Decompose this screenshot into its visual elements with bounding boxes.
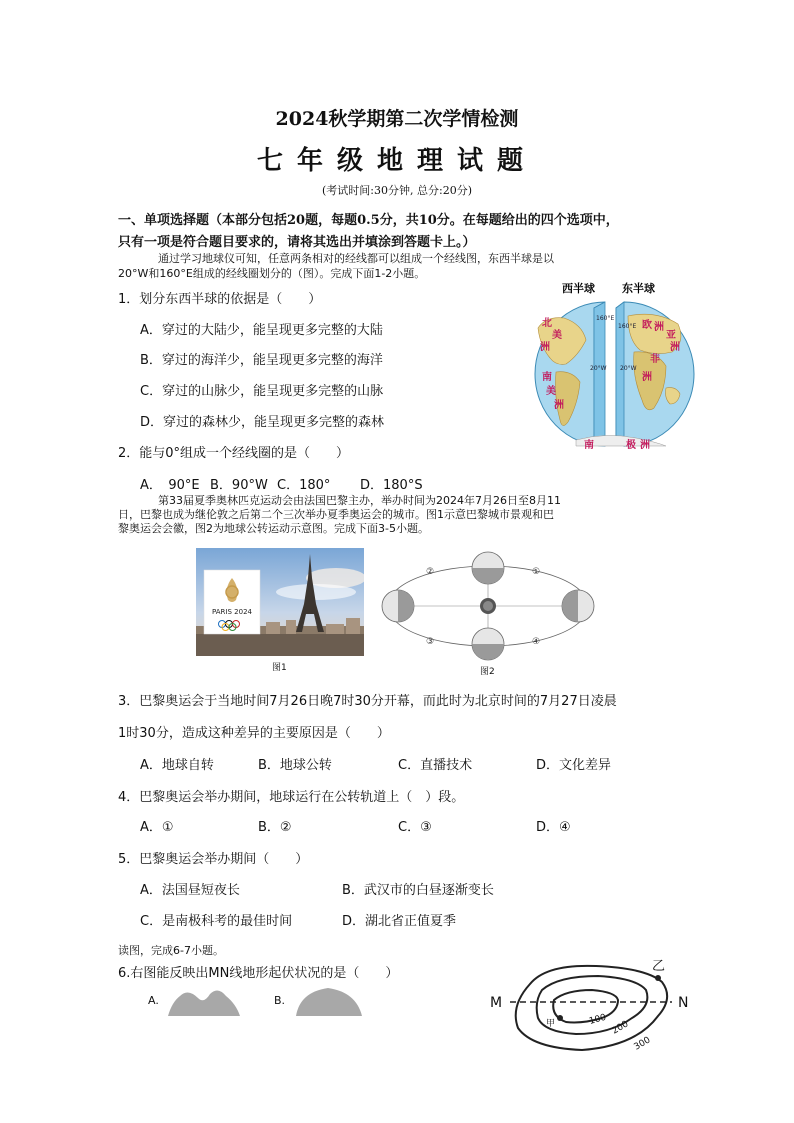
intro-line2: 20°W和160°E组成的经线圈划分的（图）。完成下面1-2小题。: [118, 267, 426, 280]
subject-title: 七年级地理试题: [256, 146, 537, 176]
question-5-option-c: C．是南极科考的最佳时间: [140, 914, 293, 929]
svg-text:160°E: 160°E: [618, 323, 637, 330]
label-100: 100: [588, 1012, 608, 1027]
position-4-label: ④: [532, 637, 541, 647]
point-jia: [557, 1015, 563, 1021]
section-heading-line2: 只有一项是符合题目要求的，请将其选出并填涂到答题卡上。）: [118, 235, 476, 250]
svg-text:南: 南: [584, 440, 594, 451]
question-5-option-b: B．武汉市的白昼逐渐变长: [342, 883, 494, 898]
svg-text:洲: 洲: [640, 440, 650, 451]
question-6-option-a-label: A.: [148, 994, 159, 1007]
question-6-7-intro: 读图，完成6-7小题。: [118, 944, 224, 957]
svg-text:洲: 洲: [670, 342, 680, 353]
figure-1-caption: 图1: [272, 663, 287, 673]
position-3-label: ③: [426, 637, 435, 647]
svg-text:北: 北: [542, 318, 552, 329]
question-6-option-b-profile: [294, 984, 364, 1016]
question-5-stem: 5．巴黎奥运会举办期间（ ）: [118, 852, 309, 867]
question-6-option-b-label: B.: [274, 994, 286, 1007]
svg-text:亚: 亚: [666, 330, 676, 341]
contour-map: [486, 954, 694, 1058]
svg-text:极: 极: [626, 440, 636, 451]
svg-text:20°W: 20°W: [620, 365, 637, 372]
svg-text:20°W: 20°W: [590, 365, 607, 372]
question-2-option-c: C．180°: [277, 478, 331, 493]
hemisphere-map: [516, 280, 698, 452]
paris-intro-line3: 黎奥运会会徽，图2为地球公转运动示意图。完成下面3-5小题。: [118, 522, 429, 535]
earth-left: [382, 590, 414, 622]
west-hemisphere-label: 西半球: [562, 282, 595, 295]
east-hemisphere-label: 东半球: [622, 282, 655, 295]
question-4-option-a: A．①: [140, 820, 174, 835]
question-4-stem: 4．巴黎奥运会举办期间，地球运行在公转轨道上（ ）段。: [118, 790, 465, 805]
svg-text:洲: 洲: [654, 322, 664, 333]
paris-intro-line1: 第33届夏季奥林匹克运动会由法国巴黎主办，举办时间为2024年7月26日至8月11: [158, 494, 561, 507]
question-1-option-a: A．穿过的大陆少，能呈现更多完整的大陆: [140, 323, 383, 338]
question-4-option-d: D．④: [536, 820, 571, 835]
question-3-stem-line2: 1时30分，造成这种差异的主要原因是（ ）: [118, 726, 390, 741]
question-3-stem-line1: 3．巴黎奥运会于当地时间7月26日晚7时30分开幕，而此时为北京时间的7月27日凌晨: [118, 694, 617, 709]
section-heading-line1: 一、单项选择题（本部分包括20题，每题0.5分，共10分。在每题给出的四个选项中，: [118, 213, 619, 228]
question-3-option-c: C．直播技术: [398, 758, 473, 773]
question-1-option-d: D．穿过的森林少，能呈现更多完整的森林: [140, 415, 385, 430]
earth-bottom: [472, 628, 504, 660]
question-4-option-b: B．②: [258, 820, 292, 835]
label-yi: 乙: [652, 959, 666, 974]
figure-2-caption: 图2: [480, 667, 495, 677]
figure-1-paris-photo: [196, 548, 364, 656]
label-m: M: [490, 995, 503, 1011]
position-1-label: ①: [532, 567, 541, 577]
intro-line1: 通过学习地球仪可知，任意两条相对的经线都可以组成一个经线图，东西半球是以: [158, 252, 554, 265]
paris-intro-line2: 日，巴黎也成为继伦敦之后第二个三次举办夏季奥运会的城市。图1示意巴黎城市景观和巴: [118, 508, 554, 521]
position-2-label: ②: [426, 567, 435, 577]
question-2-option-d: D．180°S: [360, 478, 423, 493]
question-3-option-b: B．地球公转: [258, 758, 332, 773]
svg-text:洲: 洲: [554, 400, 564, 411]
question-2-option-a: A． 90°E: [140, 478, 200, 493]
question-3-option-d: D．文化差异: [536, 758, 612, 773]
svg-text:非: 非: [650, 354, 660, 365]
question-5-option-a: A．法国昼短夜长: [140, 883, 240, 898]
figure-2-revolution-diagram: [376, 548, 602, 664]
svg-text:PARIS 2024: PARIS 2024: [212, 608, 252, 616]
earth-right: [562, 590, 594, 622]
question-6-stem: 6.右图能反映出MN线地形起伏状况的是（ ）: [118, 966, 399, 981]
question-5-option-d: D．湖北省正值夏季: [342, 914, 457, 929]
question-2-stem: 2．能与0°组成一个经线圈的是（ ）: [118, 446, 350, 461]
svg-text:洲: 洲: [642, 372, 652, 383]
earth-top: [472, 552, 504, 584]
svg-text:南: 南: [542, 372, 552, 383]
question-2-option-b: B．90°W: [210, 478, 268, 493]
svg-text:美: 美: [546, 386, 556, 397]
label-300: 300: [632, 1035, 653, 1053]
label-200: 200: [610, 1019, 631, 1037]
svg-text:洲: 洲: [540, 342, 550, 353]
svg-text:160°E: 160°E: [596, 315, 615, 322]
label-n: N: [678, 995, 689, 1011]
label-jia: 甲: [546, 1019, 556, 1029]
question-1-option-b: B．穿过的海洋少，能呈现更多完整的海洋: [140, 353, 383, 368]
exam-title: 2024秋学期第二次学情检测: [275, 108, 519, 130]
question-1-option-c: C．穿过的山脉少，能呈现更多完整的山脉: [140, 384, 384, 399]
question-4-option-c: C．③: [398, 820, 432, 835]
point-yi: [655, 975, 661, 981]
exam-info: (考试时间:30分钟, 总分:20分): [322, 184, 472, 197]
svg-text:欧: 欧: [642, 320, 652, 331]
question-6-option-a-profile: [166, 982, 242, 1016]
question-1-stem: 1．划分东西半球的依据是（ ）: [118, 292, 322, 307]
svg-text:美: 美: [552, 330, 562, 341]
question-3-option-a: A．地球自转: [140, 758, 214, 773]
